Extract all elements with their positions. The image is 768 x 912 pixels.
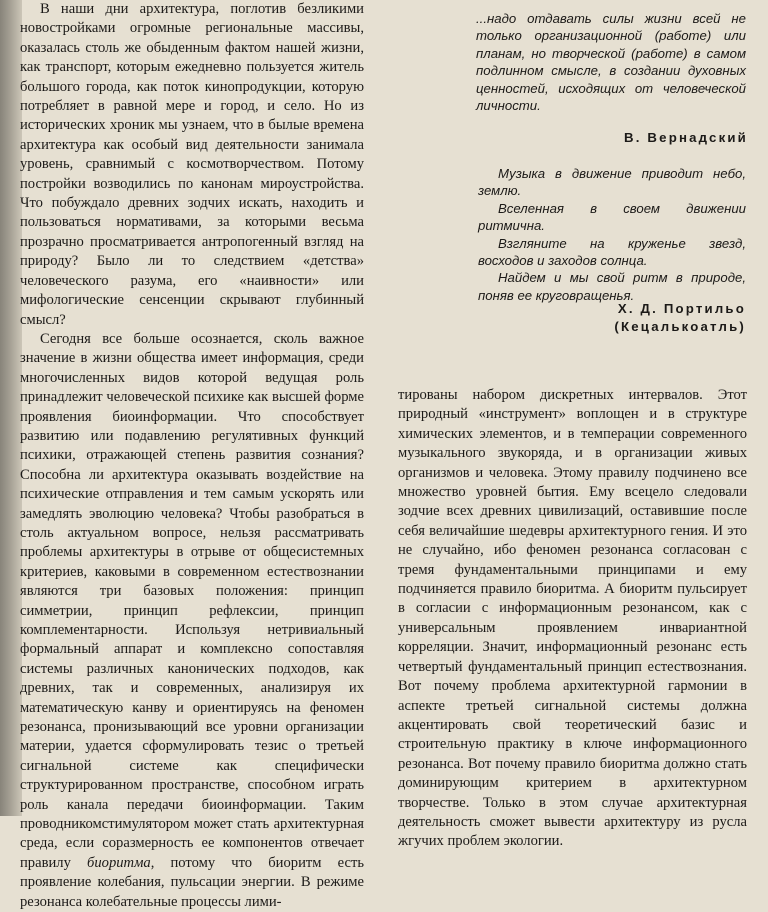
epigraph-portillo-line-2: Вселенная в своем движении ритмична. <box>478 200 746 234</box>
epigraph-portillo-line-3: Взгляните на круженье звезд, восходов и заходов солнца. <box>478 235 746 269</box>
epigraph-vernadsky-text: ...надо отдавать силы жизни всей не только организационной (работе) или планам, но творческой (работе) в самом подлинном смысле, в создании духовных ценностей, исходящих от человеческой личности. <box>476 11 746 114</box>
epigraph-portillo-line-4: Найдем и мы свой ритм в природе, поняв ее круговращенья. <box>478 270 746 303</box>
paragraph-3: тированы набором дискретных интервалов. Этот природный «инструмент» воплощен и в структуре химических элементов, и в темперации современного музыкального звукоряда, и в организации живых организмов и человека. Этому правилу подчинено все множество уровней бытия. Ему всецело следовали зодчие всех древних цивилизаций, оставившие после себя величайшие шедевры архитектурного гения. И это не случайно, ибо феномен резонанса согласован с тремя фундаментальными принципами и ему подчиняется правило биоритма. А биоритм пульсирует в согласии с информационным резонансом, как с универсальным проявлением инвариантной корреляции. Значит, информационный резонанс есть четвертый фундаментальный принцип естествознания. Вот почему проблема архитектурной гармонии в аспекте третьей сигнальной системы должна акцентировать свой теоретический базис и строительную практику в ключе информационного резонанса. Вот почему правило биоритма должно стать доминирующим критерием в архитектурном творчестве. Только в этом случае архитектурная деятельность сможет вывести архитектуру из русла жгучих проблем экологии. <box>398 387 747 850</box>
epigraph-portillo-author-name: Х. Д. Портильо <box>617 301 746 316</box>
epigraph-vernadsky <box>476 10 746 114</box>
paragraph-2-text-b: , потому что биоритм есть проявление колебания, пульсации энергии. В режиме резонанса колебательные процессы лими- <box>20 854 364 910</box>
epigraph-portillo-author <box>614 300 746 336</box>
epigraph-portillo-line-1: Музыка в движение приводит небо, землю. <box>478 166 746 199</box>
right-column-text <box>398 386 747 852</box>
paragraph-2-text-a: Сегодня все больше осознается, сколь важное значение в жизни общества имеет информация, среди многочисленных видов которой ведущая роль принадлежит человеческой психике как высшей форме проявления биоинформации. Что способствует развитию или подавлению регулятивных функций психики, отражающей степень развития сознания? Способна ли архитектура оказывать воздействие на психические отправления и тем самым ускорять или замедлять эволюцию человека? Чтобы разобраться в столь актуальном вопросе, нельзя рассматривать проблемы архитектуры в отрыве от общесистемных критериев, каковыми в современном естествознании являются три базовых положения: принцип симметрии, принцип рефлексии, принцип комплементарности. Используя нетривиальный формальный аппарат и комплексно сопоставляя системы различных канонических подходов, как древних, так и современных, анализируя их математическую канву и ориентируясь на феномен резонанса, пронизывающий все уровни организации материи, удается сформулировать тезис о третьей сигнальной системе как специфически структурированном пространстве, способном играть роль канала передачи биоинформации. Таким проводникомстимулятором может стать архитектурная среда, если соразмерность ее компонентов отвечает правилу <box>20 330 364 871</box>
paragraph-2 <box>20 330 364 912</box>
paragraph-2-emphasis: биоритма <box>87 854 151 871</box>
left-column <box>20 0 364 912</box>
epigraph-vernadsky-author: В. Вернадский <box>623 130 748 145</box>
epigraph-portillo <box>478 165 746 304</box>
epigraph-portillo-author-alias: (Кецалькоатль) <box>614 319 746 334</box>
paragraph-1: В наши дни архитектура, поглотив безликими новостройками огромные региональные массивы, оказалась столь же обыденным фактом нашей жизни, как транспорт, которым ежедневно пользуется житель большого города, как поток кинопродукции, которую потребляет в равной мере и город, и село. Но из исторических хроник мы узнаем, что в былые времена архитектура как особый вид деятельности занимала уровень, сравнимый с космотворчеством. Потому постройки возводились по канонам мироустройства. Что побуждало древних зодчих искать, находить и пользоваться нормативами, за которыми весьма прозрачно просматривается антропогенный взгляд на природу? Было ли то следствием «детства» человеческого разума, его «наивности» или мифологические сенсенции скрывают глубинный смысл? <box>20 1 364 328</box>
page-binding-shadow <box>0 0 22 816</box>
